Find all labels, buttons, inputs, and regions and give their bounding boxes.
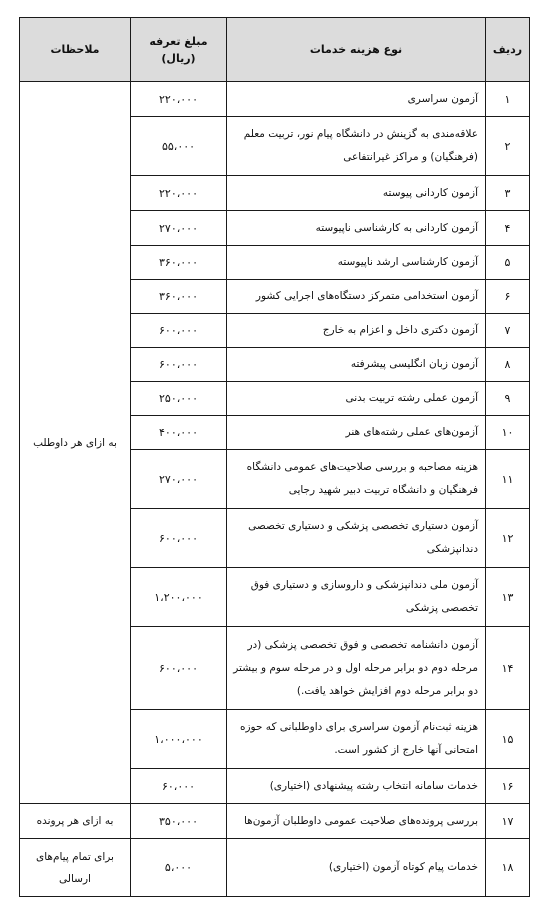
row-number: ۵ [486,246,530,280]
table-row [20,839,530,897]
row-number: ۱۰ [486,416,530,450]
fee-cell: ۱،۲۰۰،۰۰۰ [131,568,227,627]
row-number: ۴ [486,211,530,246]
service-cell: آزمون دستیاری تخصصی پزشکی و دستیاری تخصصی دندانپزشکی [227,509,486,568]
notes-cell-per-candidate: به ازای هر داوطلب [20,82,131,804]
row-number: ۲ [486,117,530,176]
notes-cell-per-sms: برای تمام پیام‌های ارسالی [20,839,131,897]
service-cell: آزمون کارشناسی ارشد ناپیوسته [227,246,486,280]
table-header-row [20,18,530,82]
row-number: ۶ [486,280,530,314]
table-row [20,804,530,839]
header-fee [131,18,227,82]
fee-cell: ۲۷۰،۰۰۰ [131,450,227,509]
fee-cell: ۱،۰۰۰،۰۰۰ [131,710,227,769]
fee-cell: ۲۷۰،۰۰۰ [131,211,227,246]
header-row-number: ردیف [486,18,530,82]
header-fee-unit: (ریال) [161,51,196,65]
service-cell: آزمون کاردانی به کارشناسی ناپیوسته [227,211,486,246]
service-cell: خدمات پیام کوتاه آزمون (اختیاری) [227,839,486,897]
row-number: ۱۳ [486,568,530,627]
service-cell: علاقه‌مندی به گزینش در دانشگاه پیام نور، تربیت معلم (فرهنگیان) و مراکز غیرانتفاعی [227,117,486,176]
fee-cell: ۲۲۰،۰۰۰ [131,82,227,117]
service-cell: آزمون کاردانی پیوسته [227,176,486,211]
fee-cell: ۶۰۰،۰۰۰ [131,314,227,348]
fee-cell: ۶۰۰،۰۰۰ [131,509,227,568]
row-number: ۹ [486,382,530,416]
tariff-table [19,17,530,897]
notes-cell-per-file: به ازای هر پرونده [20,804,131,839]
fee-cell: ۶۰،۰۰۰ [131,769,227,804]
service-cell: آزمون زبان انگلیسی پیشرفته [227,348,486,382]
service-cell: آزمون دانشنامه تخصصی و فوق تخصصی پزشکی (در مرحله دوم دو برابر مرحله اول و در مرحله سوم و بیشتر دو برابر مرحله دوم افزایش خواهد یافت.) [227,627,486,710]
service-cell: آزمون عملی رشته تربیت بدنی [227,382,486,416]
service-cell: آزمون سراسری [227,82,486,117]
header-notes: ملاحظات [20,18,131,82]
fee-cell: ۴۰۰،۰۰۰ [131,416,227,450]
service-cell: آزمون ملی دندانپزشکی و داروسازی و دستیاری فوق تخصصی پزشکی [227,568,486,627]
row-number: ۱۷ [486,804,530,839]
service-cell: هزینه مصاحبه و بررسی صلاحیت‌های عمومی دانشگاه فرهنگیان و دانشگاه تربیت دبیر شهید رجایی [227,450,486,509]
fee-cell: ۳۶۰،۰۰۰ [131,280,227,314]
fee-cell: ۳۵۰،۰۰۰ [131,804,227,839]
service-cell: هزینه ثبت‌نام آزمون سراسری برای داوطلبانی که حوزه امتحانی آنها خارج از کشور است. [227,710,486,769]
row-number: ۱۸ [486,839,530,897]
fee-cell: ۲۵۰،۰۰۰ [131,382,227,416]
fee-cell: ۲۲۰،۰۰۰ [131,176,227,211]
row-number: ۱۲ [486,509,530,568]
fee-cell: ۶۰۰،۰۰۰ [131,348,227,382]
header-service-type: نوع هزینه خدمات [227,18,486,82]
row-number: ۳ [486,176,530,211]
service-cell: خدمات سامانه انتخاب رشته پیشنهادی (اختیاری) [227,769,486,804]
header-fee-label: مبلغ تعرفه [149,34,208,48]
fee-cell: ۵،۰۰۰ [131,839,227,897]
row-number: ۱۴ [486,627,530,710]
row-number: ۸ [486,348,530,382]
row-number: ۱ [486,82,530,117]
service-cell: آزمون‌های عملی رشته‌های هنر [227,416,486,450]
row-number: ۱۵ [486,710,530,769]
row-number: ۱۱ [486,450,530,509]
tariff-table-wrapper [19,17,530,897]
service-cell: بررسی پرونده‌های صلاحیت عمومی داوطلبان آزمون‌ها [227,804,486,839]
service-cell: آزمون استخدامی متمرکز دستگاه‌های اجرایی کشور [227,280,486,314]
row-number: ۷ [486,314,530,348]
row-number: ۱۶ [486,769,530,804]
fee-cell: ۵۵،۰۰۰ [131,117,227,176]
service-cell: آزمون دکتری داخل و اعزام به خارج [227,314,486,348]
fee-cell: ۶۰۰،۰۰۰ [131,627,227,710]
table-row [20,82,530,117]
fee-cell: ۳۶۰،۰۰۰ [131,246,227,280]
